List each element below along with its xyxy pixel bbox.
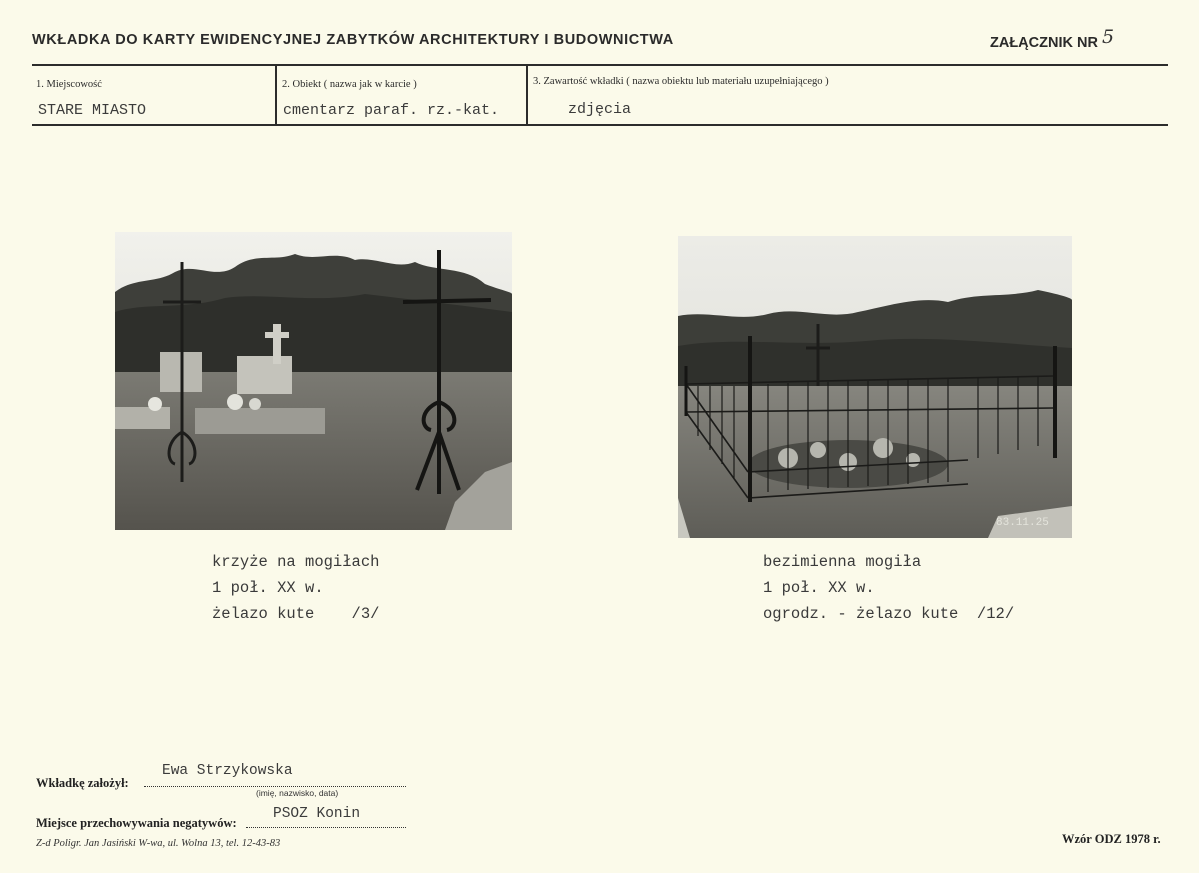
caption-1-line-3: żelazo kute /3/ <box>212 605 380 623</box>
header-bottom-rule <box>32 124 1168 126</box>
caption-2-line-1: bezimienna mogiła <box>763 553 922 571</box>
annex-label: ZAŁĄCZNIK NR <box>990 35 1098 51</box>
caption-1-line-1: krzyże na mogiłach <box>212 553 380 571</box>
photo-fenced-grave <box>678 236 1072 538</box>
caption-2-line-3: ogrodz. - żelazo kute /12/ <box>763 605 1015 623</box>
photo-crosses-image <box>115 232 512 530</box>
photo-fenced-grave-image <box>678 236 1072 538</box>
caption-photo-2 <box>763 549 1014 627</box>
locality-label: 1. Miejscowość <box>36 79 102 90</box>
contents-value: zdjęcia <box>568 101 632 118</box>
caption-2-line-2: 1 poł. XX w. <box>763 579 875 597</box>
created-by-label: Wkładkę założył: <box>36 776 129 790</box>
negatives-location-label: Miejsce przechowywania negatywów: <box>36 816 237 830</box>
photo-date-stamp: 83.11.25 <box>996 517 1049 529</box>
negatives-location-value: PSOZ Konin <box>273 806 361 822</box>
locality-value: STARE MIASTO <box>38 102 147 119</box>
caption-1-line-2: 1 poł. XX w. <box>212 579 324 597</box>
caption-photo-1 <box>212 549 379 627</box>
created-by-value: Ewa Strzykowska <box>162 763 293 779</box>
column-divider-2 <box>526 66 528 126</box>
annex-label-group <box>990 26 1115 52</box>
printer-imprint: Z-d Poligr. Jan Jasiński W-wa, ul. Wolna 13, tel. 12-43-83 <box>36 838 281 849</box>
created-by-hint: (imię, nazwisko, data) <box>256 788 339 798</box>
photo-crosses <box>115 232 512 530</box>
form-model: Wzór ODZ 1978 r. <box>1062 832 1161 846</box>
contents-label: 3. Zawartość wkładki ( nazwa obiektu lub materiału uzupełniającego ) <box>533 76 829 87</box>
annex-number: 5 <box>1101 26 1115 48</box>
object-label: 2. Obiekt ( nazwa jak w karcie ) <box>282 79 417 90</box>
form-title: WKŁADKA DO KARTY EWIDENCYJNEJ ZABYTKÓW ARCHITEKTURY I BUDOWNICTWA <box>32 32 674 48</box>
object-value: cmentarz paraf. rz.-kat. <box>283 102 500 119</box>
header-top-rule <box>32 64 1168 66</box>
column-divider-1 <box>275 66 277 126</box>
